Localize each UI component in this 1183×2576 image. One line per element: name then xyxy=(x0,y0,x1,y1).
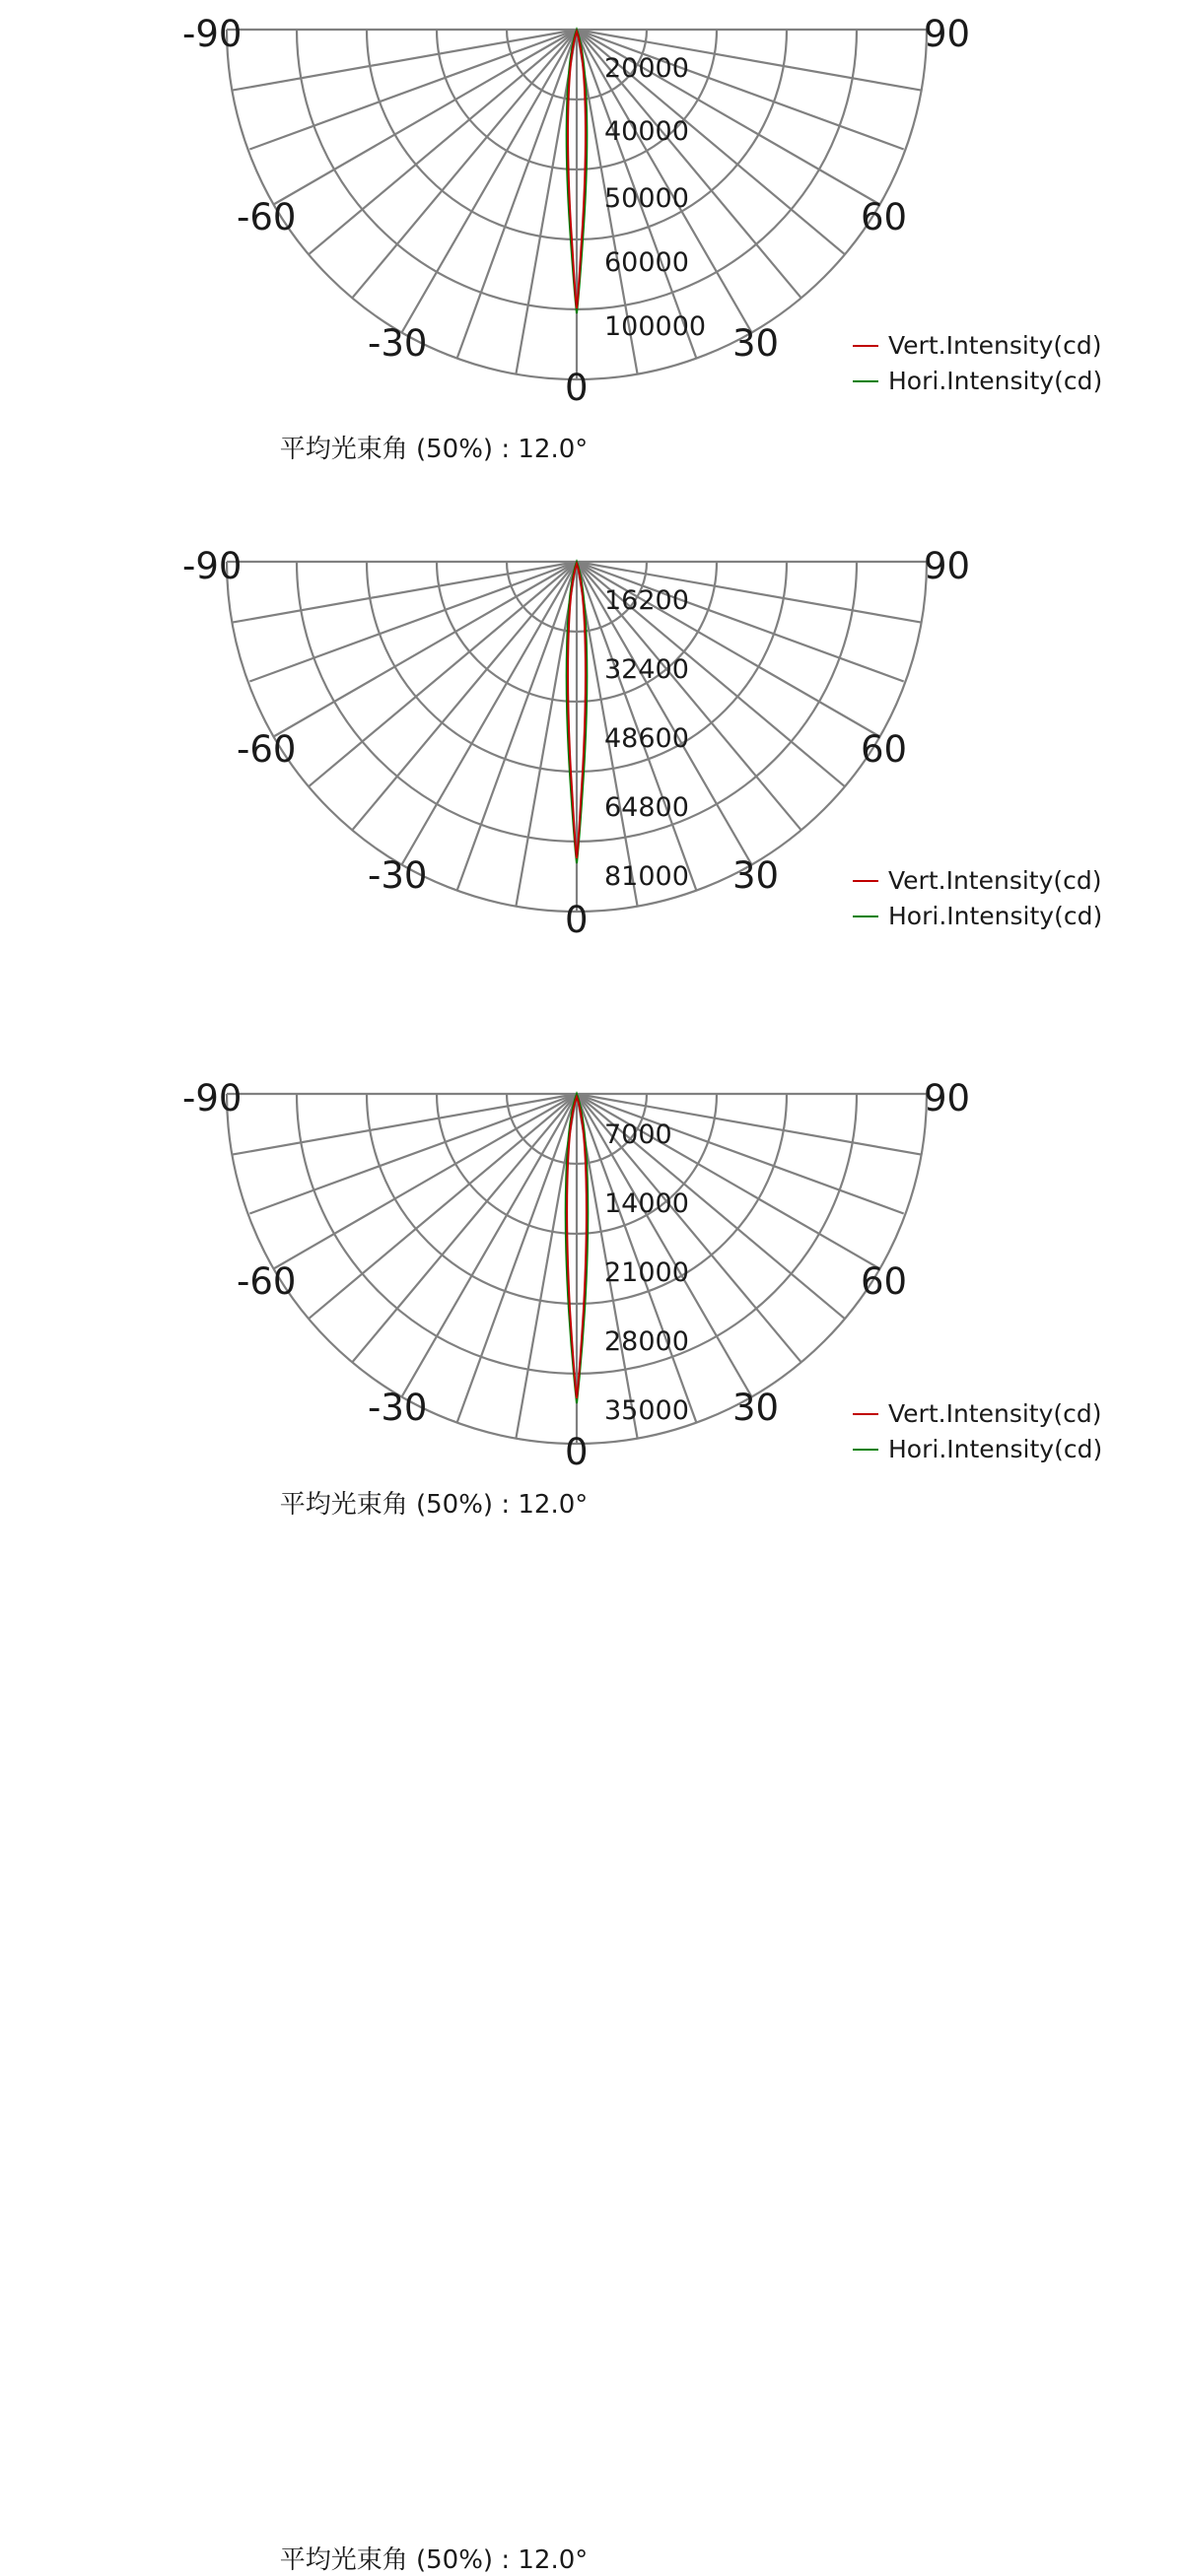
legend-label-hori: Hori.Intensity(cd) xyxy=(888,1435,1103,1464)
legend-2 xyxy=(853,863,1102,935)
svg-text:28000: 28000 xyxy=(604,1326,689,1357)
legend-label-vert: Vert.Intensity(cd) xyxy=(888,331,1102,360)
legend-label-vert: Vert.Intensity(cd) xyxy=(888,1399,1102,1428)
svg-text:40000: 40000 xyxy=(604,116,689,147)
svg-text:-30: -30 xyxy=(368,1387,428,1429)
svg-text:60: 60 xyxy=(861,196,908,238)
legend-item-vert xyxy=(853,863,1102,899)
legend-label-vert: Vert.Intensity(cd) xyxy=(888,866,1102,895)
svg-text:-90: -90 xyxy=(182,545,243,587)
svg-text:90: 90 xyxy=(924,545,971,587)
svg-text:21000: 21000 xyxy=(604,1257,689,1288)
svg-text:-60: -60 xyxy=(237,728,297,771)
svg-text:-90: -90 xyxy=(182,1077,243,1119)
legend-label-hori: Hori.Intensity(cd) xyxy=(888,902,1103,931)
svg-text:30: 30 xyxy=(732,1387,780,1429)
svg-text:60: 60 xyxy=(861,728,908,771)
svg-text:48600: 48600 xyxy=(604,723,689,754)
svg-text:16200: 16200 xyxy=(604,585,689,616)
legend-swatch-hori-icon xyxy=(853,380,878,382)
legend-swatch-vert-icon xyxy=(853,345,878,347)
legend-3 xyxy=(853,1396,1102,1468)
legend-item-vert xyxy=(853,328,1102,364)
svg-text:35000: 35000 xyxy=(604,1395,689,1426)
svg-text:50000: 50000 xyxy=(604,183,689,214)
svg-text:-30: -30 xyxy=(368,322,428,365)
svg-text:-60: -60 xyxy=(237,196,297,238)
polar-grid-1 xyxy=(227,30,927,379)
chart-caption-1: 平均光束角 (50%) : 12.0° xyxy=(279,435,589,464)
chart-block-3 xyxy=(0,1047,1183,2575)
svg-text:90: 90 xyxy=(924,13,971,55)
svg-text:64800: 64800 xyxy=(604,792,689,823)
legend-item-vert xyxy=(853,1396,1102,1432)
svg-text:32400: 32400 xyxy=(604,654,689,685)
svg-text:20000: 20000 xyxy=(604,53,689,84)
svg-text:100000: 100000 xyxy=(604,311,707,342)
svg-text:60000: 60000 xyxy=(604,247,689,278)
svg-text:14000: 14000 xyxy=(604,1188,689,1219)
svg-text:-30: -30 xyxy=(368,854,428,897)
svg-text:0: 0 xyxy=(565,367,589,409)
svg-text:30: 30 xyxy=(732,854,780,897)
legend-swatch-hori-icon xyxy=(853,1449,878,1451)
legend-item-hori xyxy=(853,364,1102,399)
svg-text:30: 30 xyxy=(732,322,780,365)
svg-text:0: 0 xyxy=(565,1431,589,1473)
svg-text:0: 0 xyxy=(565,899,589,941)
svg-text:7000: 7000 xyxy=(604,1119,672,1150)
svg-text:81000: 81000 xyxy=(604,861,689,892)
legend-label-hori: Hori.Intensity(cd) xyxy=(888,367,1103,396)
legend-swatch-vert-icon xyxy=(853,880,878,882)
svg-text:60: 60 xyxy=(861,1260,908,1303)
legend-swatch-vert-icon xyxy=(853,1413,878,1415)
legend-1 xyxy=(853,328,1102,400)
legend-item-hori xyxy=(853,899,1102,934)
svg-text:-60: -60 xyxy=(237,1260,297,1303)
chart-caption-2: 平均光束角 (50%) : 12.0° xyxy=(279,1490,589,1520)
chart-block-1 xyxy=(0,0,1183,523)
legend-item-hori xyxy=(853,1432,1102,1467)
svg-text:-90: -90 xyxy=(182,13,243,55)
legend-swatch-hori-icon xyxy=(853,915,878,917)
svg-text:90: 90 xyxy=(924,1077,971,1119)
chart-caption-3: 平均光束角 (50%) : 12.0° xyxy=(279,2545,589,2575)
